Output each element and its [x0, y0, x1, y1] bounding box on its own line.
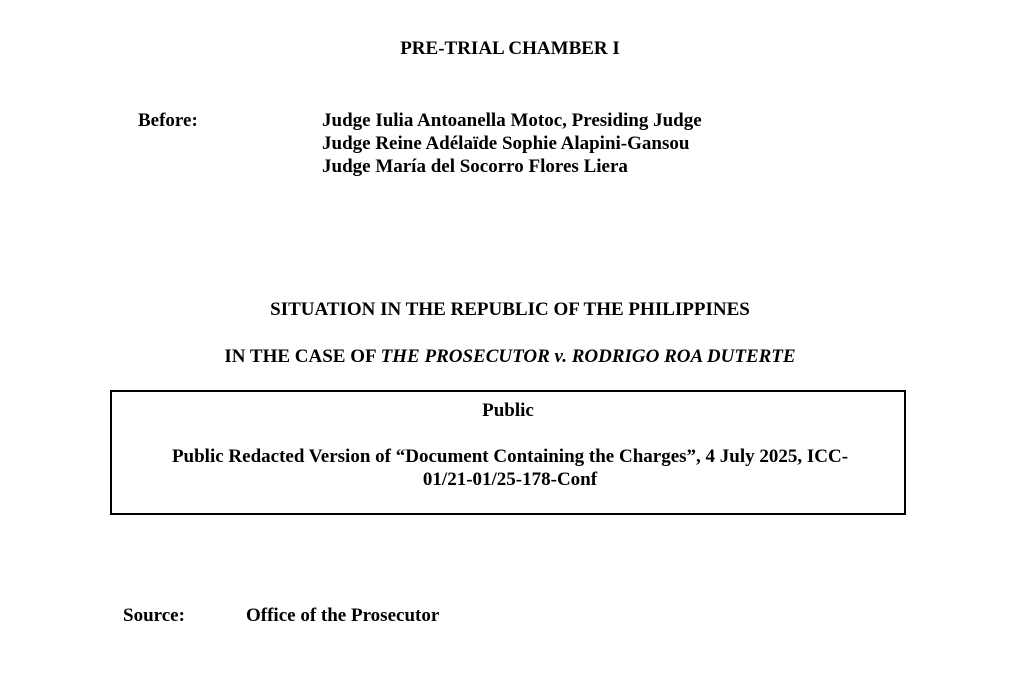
judge-name: Judge Reine Adélaïde Sophie Alapini-Gansou	[322, 133, 690, 154]
document-title-line: 01/21-01/25-178-Conf	[422, 469, 598, 490]
source-label: Source:	[123, 605, 185, 626]
case-heading	[0, 345, 1020, 368]
judges-list	[322, 109, 702, 178]
document-title	[142, 445, 878, 491]
before-label: Before:	[138, 110, 198, 131]
source-value: Office of the Prosecutor	[246, 605, 440, 626]
case-name: THE PROSECUTOR v. RODRIGO ROA DUTERTE	[380, 346, 796, 367]
case-prefix: IN THE CASE OF	[224, 346, 376, 367]
document-title-line: Public Redacted Version of “Document Containing the Charges”, 4 July 2025, ICC-	[171, 446, 849, 467]
judge-name: Judge Iulia Antoanella Motoc, Presiding Judge	[322, 110, 702, 131]
classification-box	[110, 390, 906, 515]
situation-heading: SITUATION IN THE REPUBLIC OF THE PHILIPPINES	[270, 299, 750, 320]
classification-label: Public	[482, 400, 534, 421]
judge-name: Judge María del Socorro Flores Liera	[322, 156, 628, 177]
chamber-heading: PRE-TRIAL CHAMBER I	[400, 38, 620, 59]
